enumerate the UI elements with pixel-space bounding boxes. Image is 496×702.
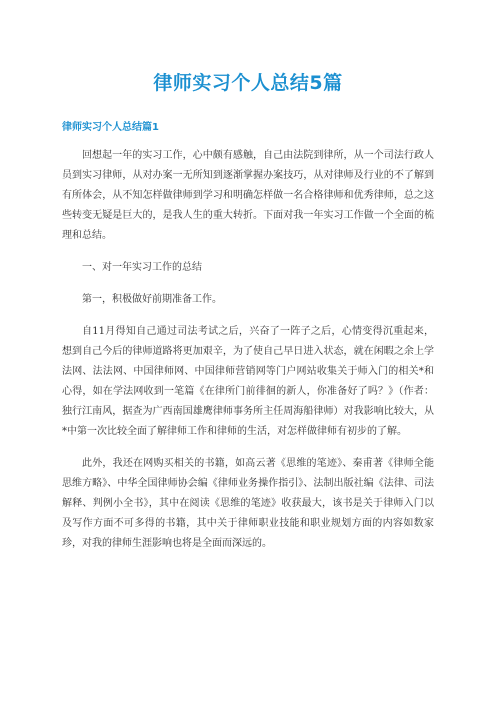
paragraph-preparation: 自11月得知自己通过司法考试之后，兴奋了一阵子之后，心情变得沉重起来，想到自己今后的律师道路将更加艰辛，为了使自己早日进入状态，就在闲暇之余上学法网、法法网、中国律师网、中国律师营销网等门户网站收集关于师入门的相关*和心得，如在学法网收到一笔篇《在律所门前徘徊的新人，你准备好了吗？》（作者：独行江南风，据查为广西南国雄鹰律师事务所主任周海船律师）对我影响比较大，从*中第一次比较全面了解律师工作和律师的生活，对怎样做律师有初步的了解。 — [62, 326, 434, 437]
section-heading: 律师实习个人总结篇1 — [62, 122, 159, 133]
document-title: 律师实习个人总结5篇 — [153, 72, 343, 94]
paragraph-section-one: 一、对一年实习工作的总结 — [82, 262, 202, 273]
paragraph-books: 此外，我还在网购买相关的书籍，如高云著《思维的笔迹》、秦甫著《律师全能思维方略》、中华全国律师协会编《律师业务操作指引》、法制出版社编《法律、司法解释、判例小全书》，其中在阅读《思维的笔迹》收获最大，该书是关于律师入门以及写作方面不可多得的书籍，其中关于律师职业技能和职业规划方面的内容如数家珍，对我的律师生涯影响也将是全面而深远的。 — [62, 458, 434, 549]
paragraph-point-one: 第一，积极做好前期准备工作。 — [82, 294, 222, 305]
paragraph-intro: 回想起一年的实习工作，心中颇有感触，自己由法院到律所，从一个司法行政人员到实习律师，从对办案一无所知到逐渐掌握办案技巧，从对律师及行业的不了解到有所体会，从不知怎样做律师到学习和明确怎样做一名合格律师和优秀律师，总之这些转变无疑是巨大的，是我人生的重大转折。下面对我一年实习工作做一个全面的梳理和总结。 — [62, 150, 434, 241]
